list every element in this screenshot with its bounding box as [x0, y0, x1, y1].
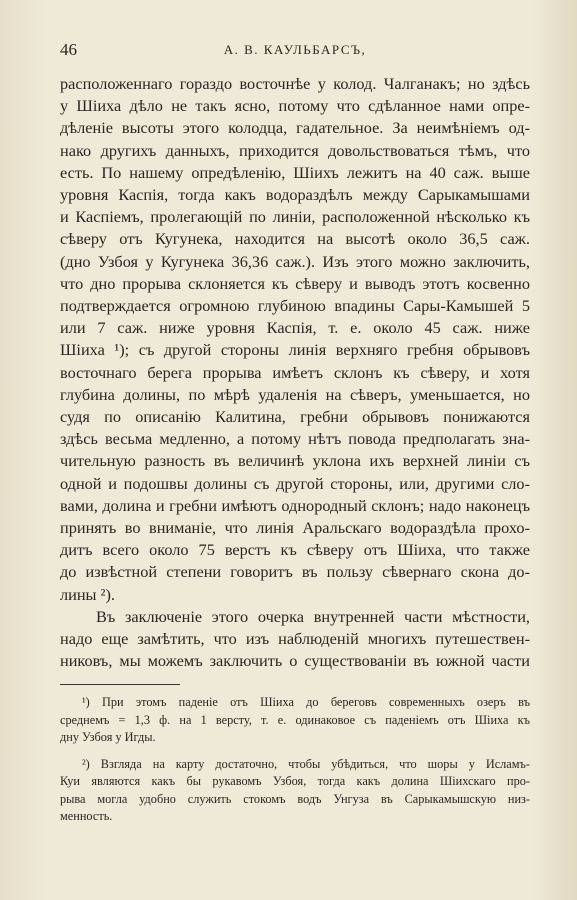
text-line: дитъ всего около 75 верстъ къ сѣверу отъ Шiиха, что также [60, 540, 530, 560]
text-line: надо еще замѣтить, что изъ наблюденiй многихъ путешествен- [60, 629, 530, 649]
text-line: или 7 саж. ниже уровня Каспiя, т. е. около 45 саж. ниже [60, 318, 530, 338]
footnote-line: среднемъ = 1,3 ф. на 1 версту, т. е. одинаковое съ паденiемъ отъ Шiиха къ [60, 712, 530, 727]
text-line: судя по описанiю Калитина, гребни обрывовъ понижаются [60, 407, 530, 427]
text-line: здѣсь весьма медленно, а потому нѣтъ повода предполагать зна- [60, 429, 530, 449]
text-line: глубина долины, по мѣрѣ удаленiя на сѣверъ, уменьшается, но [60, 384, 530, 404]
text-line: нако другихъ данныхъ, приходится довольствоваться тѣмъ, что [60, 140, 530, 160]
text-line: и Каспiемъ, пролегающiй по линiи, расположенной нѣсколько къ [60, 207, 530, 227]
text-line: никовъ, мы можемъ заключить о существованiи въ южной части [60, 651, 530, 671]
text-line: у Шiиха дѣло не такъ ясно, потому что сдѣланное нами опре- [60, 96, 530, 116]
text-line: восточнаго берега прорыва имѣетъ склонъ къ сѣверу, и хотя [60, 362, 530, 382]
footnote-line: дну Узбоя у Игды. [60, 730, 156, 744]
text-line: (дно Узбоя у Кугунека 36,36 саж.). Изъ этого можно заключить, [60, 251, 530, 271]
text-line: до извѣстной степени говоритъ въ пользу сѣвернаго скона до- [60, 562, 530, 582]
footnote-line: Куи являются какъ бы рукавомъ Узбоя, тогда какъ долина Шiихскаго про- [60, 774, 530, 788]
text-line: Въ заключенiе этого очерка внутренней части мѣстности, [96, 606, 530, 626]
text-line: дѣленiе высоты этого колодца, гадательное. За неимѣнiемъ од- [60, 118, 530, 138]
text-line: одной и подошвы долины съ другой стороны, или, другими сло- [60, 473, 530, 493]
main-text [60, 73, 530, 672]
footnote-line: ²) Взгляда на карту достаточно, чтобы убѣдиться, что шоры у Исламъ- [82, 756, 530, 771]
text-line: есть. По нашему опредѣленiю, Шiихъ лежитъ на 40 саж. выше [60, 162, 530, 182]
text-line: расположеннаго гораздо восточнѣе у колод. Чалганакъ; но здѣсь [60, 74, 530, 93]
text-line: Шiиха ¹); съ другой стороны линiя верхняго гребня обрывовъ [60, 340, 530, 360]
page-header [60, 40, 530, 62]
footnote-line: менность. [60, 809, 113, 823]
text-line: что дно прорыва склоняется къ сѣверу и выводъ этотъ косвенно [60, 273, 530, 293]
running-head: А. В. КАУЛЬБАРСЪ, [223, 42, 367, 57]
text-line: лины ²). [60, 584, 115, 604]
footnotes [60, 694, 530, 826]
footnote-line: ¹) При этомъ паденiе отъ Шiиха до береговъ современныхъ озеръ въ [82, 695, 530, 709]
text-line: чительную разность въ величинѣ уклона ихъ верхней линiи съ [60, 451, 530, 471]
page-number: 46 [60, 40, 77, 59]
footnote-divider [60, 684, 180, 685]
text-line: уровня Каспiя, тогда какъ водораздѣлъ между Сарыкамышами [60, 185, 530, 205]
text-line: подтверждается огромною глубиною впадины Сары-Камышей 5 [60, 296, 530, 316]
text-line: принять во вниманiе, что линiя Аральскаго водораздѣла прохо- [60, 518, 530, 538]
text-line: сѣверу отъ Кугунека, находится на высотѣ около 36,5 саж. [60, 229, 530, 249]
footnote-line: рыва могла удобно служить стокомъ водъ Унгуза въ Сарыкамышскую низ- [60, 791, 530, 806]
text-line: вами, долина и гребни имѣютъ однородный склонъ; надо наконецъ [60, 495, 530, 515]
